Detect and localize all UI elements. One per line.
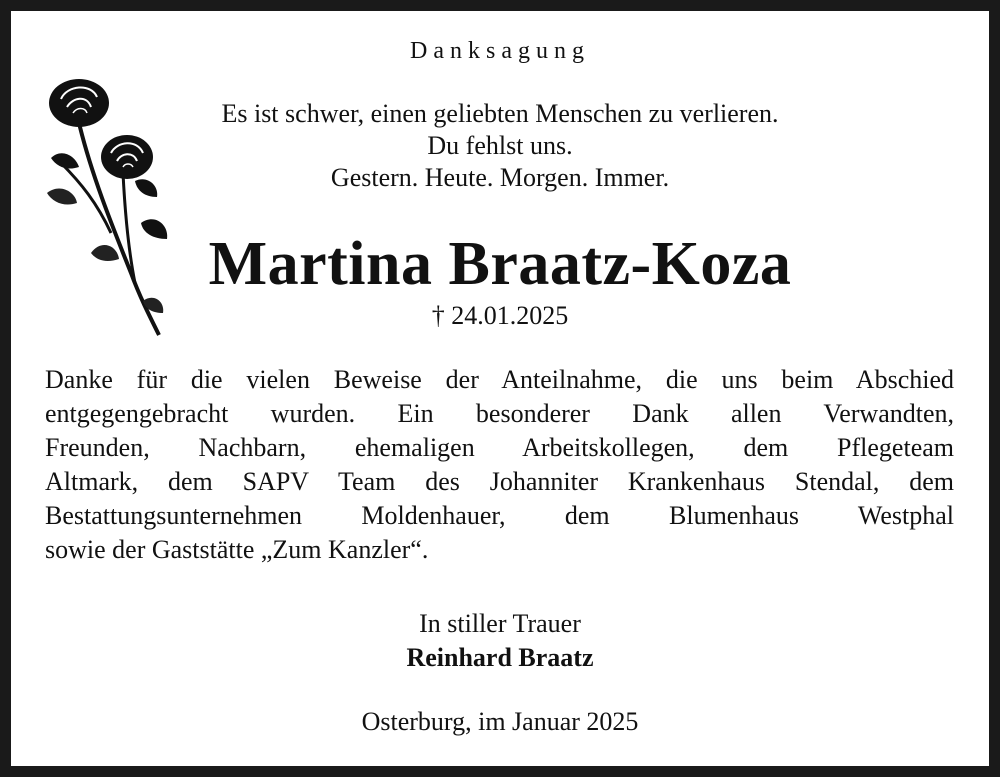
quote-line: Du fehlst uns.	[427, 131, 573, 160]
paragraph-line: entgegengebracht wurden. Ein besonderer Dank allen Verwandten,	[45, 399, 954, 428]
quote-line: Es ist schwer, einen geliebten Menschen zu verlieren.	[221, 99, 779, 128]
notice-heading: Danksagung	[410, 38, 590, 64]
death-date: † 24.01.2025	[431, 301, 569, 330]
signer-name: Reinhard Braatz	[406, 643, 594, 672]
paragraph-line: Altmark, dem SAPV Team des Johanniter Krankenhaus Stendal, dem	[45, 467, 954, 496]
paragraph-line: sowie der Gaststätte „Zum Kanzler“.	[45, 535, 429, 564]
obituary-notice	[11, 11, 989, 766]
quote-line: Gestern. Heute. Morgen. Immer.	[330, 163, 670, 192]
mourning-line: In stiller Trauer	[419, 609, 581, 638]
paragraph-line: Bestattungsunternehmen Moldenhauer, dem Blumenhaus Westphal	[45, 501, 954, 530]
place-date: Osterburg, im Januar 2025	[361, 707, 639, 736]
quote-block	[11, 98, 989, 194]
deceased-name: Martina Braatz-Koza	[208, 230, 792, 298]
thanks-paragraph	[45, 363, 954, 567]
paragraph-line: Danke für die vielen Beweise der Anteilnahme, die uns beim Abschied	[45, 365, 954, 394]
paragraph-line: Freunden, Nachbarn, ehemaligen Arbeitskollegen, dem Pflegeteam	[45, 433, 954, 462]
